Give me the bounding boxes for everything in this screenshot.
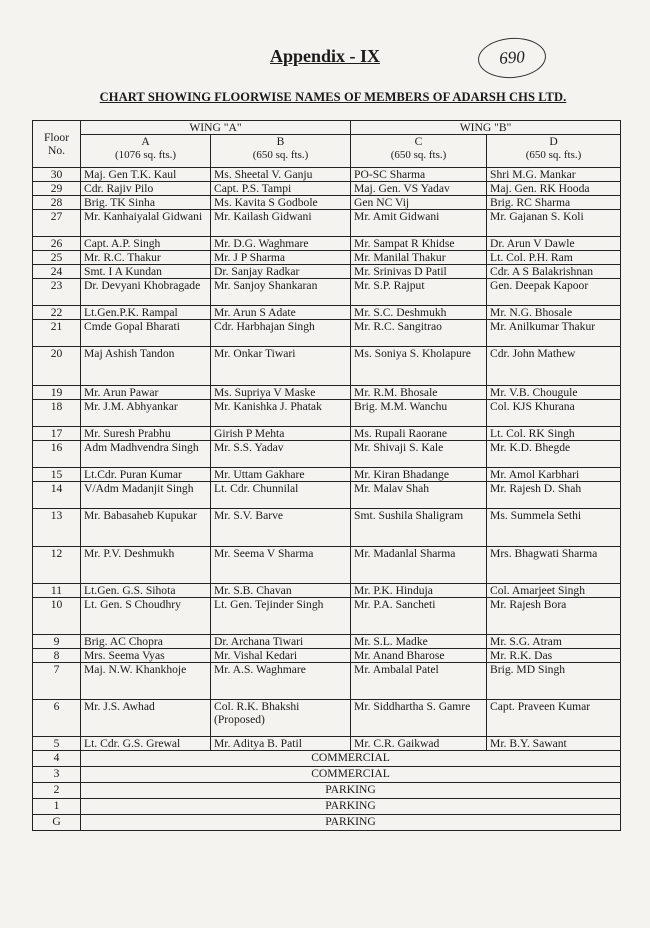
floor-number: 17	[33, 427, 81, 441]
floor-number: 5	[33, 737, 81, 751]
floor-number: 6	[33, 700, 81, 737]
table-row	[33, 279, 621, 306]
member-name-a: Capt. A.P. Singh	[81, 237, 211, 251]
member-name-a: Lt. Gen. S Choudhry	[81, 598, 211, 635]
floor-number: G	[33, 815, 81, 831]
member-name-c: Mr. Anand Bharose	[351, 649, 487, 663]
member-name-d: Mr. B.Y. Sawant	[487, 737, 621, 751]
member-name-c: Mr. Sampat R Khidse	[351, 237, 487, 251]
floor-header	[33, 121, 81, 168]
member-name-b: Ms. Kavita S Godbole	[211, 196, 351, 210]
table-row	[33, 427, 621, 441]
member-name-b: Cdr. Harbhajan Singh	[211, 320, 351, 347]
member-name-c: Mr. S.L. Madke	[351, 635, 487, 649]
column-c-label: C	[414, 135, 423, 148]
wing-a-header: WING "A"	[81, 121, 351, 135]
table-row	[33, 400, 621, 427]
floor-number: 4	[33, 751, 81, 767]
member-name-a: Cmde Gopal Bharati	[81, 320, 211, 347]
member-name-d: Mr. Anilkumar Thakur	[487, 320, 621, 347]
floor-number: 24	[33, 265, 81, 279]
floor-usage-label: COMMERCIAL	[81, 767, 621, 783]
member-name-c: Mr. Shivaji S. Kale	[351, 441, 487, 468]
member-name-d: Cdr. A S Balakrishnan	[487, 265, 621, 279]
member-name-a: Smt. I A Kundan	[81, 265, 211, 279]
member-name-c: Ms. Rupali Raorane	[351, 427, 487, 441]
member-name-a: Maj. N.W. Khankhoje	[81, 663, 211, 700]
floor-number: 14	[33, 482, 81, 509]
member-name-d: Mr. N.G. Bhosale	[487, 306, 621, 320]
member-name-a: Maj Ashish Tandon	[81, 347, 211, 386]
floor-number: 11	[33, 584, 81, 598]
member-name-c: Mr. P.A. Sancheti	[351, 598, 487, 635]
member-name-b: Lt. Cdr. Chunnilal	[211, 482, 351, 509]
member-name-c: Mr. P.K. Hinduja	[351, 584, 487, 598]
table-row	[33, 509, 621, 547]
floor-number: 1	[33, 799, 81, 815]
table-row	[33, 182, 621, 196]
member-name-a: Mr. J.S. Awhad	[81, 700, 211, 737]
member-name-c: Gen NC Vij	[351, 196, 487, 210]
table-row	[33, 767, 621, 783]
member-name-c: Mr. R.C. Sangitrao	[351, 320, 487, 347]
member-name-c: Mr. Amit Gidwani	[351, 210, 487, 237]
column-d-size: (650 sq. fts.)	[525, 149, 582, 161]
member-name-a: Mr. Kanhaiyalal Gidwani	[81, 210, 211, 237]
table-row	[33, 598, 621, 635]
member-name-d: Shri M.G. Mankar	[487, 168, 621, 182]
member-name-b: Mr. Onkar Tiwari	[211, 347, 351, 386]
column-b-header	[211, 135, 351, 168]
member-name-d: Mr. V.B. Chougule	[487, 386, 621, 400]
table-row	[33, 584, 621, 598]
member-name-a: Mr. Arun Pawar	[81, 386, 211, 400]
floor-number: 13	[33, 509, 81, 547]
floor-number: 9	[33, 635, 81, 649]
member-name-b: Mr. Sanjoy Shankaran	[211, 279, 351, 306]
table-row	[33, 635, 621, 649]
table-row	[33, 320, 621, 347]
member-name-a: Maj. Gen T.K. Kaul	[81, 168, 211, 182]
table-row	[33, 265, 621, 279]
table-row	[33, 251, 621, 265]
table-row	[33, 482, 621, 509]
member-name-a: Lt. Cdr. G.S. Grewal	[81, 737, 211, 751]
floor-header-line2: No.	[47, 144, 66, 157]
floor-number: 29	[33, 182, 81, 196]
floor-usage-label: PARKING	[81, 783, 621, 799]
member-name-c: Mr. Manilal Thakur	[351, 251, 487, 265]
member-name-c: Brig. M.M. Wanchu	[351, 400, 487, 427]
member-name-b: Mr. Uttam Gakhare	[211, 468, 351, 482]
member-name-b: Mr. S.V. Barve	[211, 509, 351, 547]
table-row	[33, 210, 621, 237]
floor-number: 20	[33, 347, 81, 386]
floor-number: 19	[33, 386, 81, 400]
member-name-a: Mr. J.M. Abhyankar	[81, 400, 211, 427]
table-row	[33, 751, 621, 767]
member-name-d: Lt. Col. RK Singh	[487, 427, 621, 441]
member-name-b: Col. R.K. Bhakshi (Proposed)	[211, 700, 351, 737]
member-name-b: Dr. Archana Tiwari	[211, 635, 351, 649]
member-name-b: Mr. S.S. Yadav	[211, 441, 351, 468]
member-name-d: Dr. Arun V Dawle	[487, 237, 621, 251]
column-d-label: D	[549, 135, 558, 148]
table-row	[33, 196, 621, 210]
member-name-d: Mr. Amol Karbhari	[487, 468, 621, 482]
table-row	[33, 547, 621, 584]
floor-number: 16	[33, 441, 81, 468]
floor-usage-label: PARKING	[81, 799, 621, 815]
floor-number: 10	[33, 598, 81, 635]
column-a-size: (1076 sq. fts.)	[114, 149, 177, 161]
member-name-d: Mrs. Bhagwati Sharma	[487, 547, 621, 584]
member-name-b: Mr. Kailash Gidwani	[211, 210, 351, 237]
column-a-header	[81, 135, 211, 168]
column-a-label: A	[141, 135, 150, 148]
member-name-d: Col. Amarjeet Singh	[487, 584, 621, 598]
floor-number: 22	[33, 306, 81, 320]
column-b-label: B	[276, 135, 285, 148]
table-row	[33, 799, 621, 815]
member-name-b: Mr. Aditya B. Patil	[211, 737, 351, 751]
chart-subtitle: CHART SHOWING FLOORWISE NAMES OF MEMBERS OF ADARSH CHS LTD.	[99, 90, 567, 104]
floor-number: 15	[33, 468, 81, 482]
member-name-b: Ms. Supriya V Maske	[211, 386, 351, 400]
member-name-d: Maj. Gen. RK Hooda	[487, 182, 621, 196]
member-name-c: Mr. S.C. Deshmukh	[351, 306, 487, 320]
member-name-a: Mr. P.V. Deshmukh	[81, 547, 211, 584]
member-name-c: Smt. Sushila Shaligram	[351, 509, 487, 547]
floor-number: 23	[33, 279, 81, 306]
table-row	[33, 441, 621, 468]
member-name-a: Dr. Devyani Khobragade	[81, 279, 211, 306]
wing-b-header: WING "B"	[351, 121, 621, 135]
member-name-c: Maj. Gen. VS Yadav	[351, 182, 487, 196]
member-name-b: Lt. Gen. Tejinder Singh	[211, 598, 351, 635]
member-name-a: Cdr. Rajiv Pilo	[81, 182, 211, 196]
member-name-a: Mr. R.C. Thakur	[81, 251, 211, 265]
table-row	[33, 737, 621, 751]
member-name-d: Brig. MD Singh	[487, 663, 621, 700]
floor-number: 12	[33, 547, 81, 584]
table-row	[33, 306, 621, 320]
floor-header-line1: Floor	[43, 131, 70, 144]
member-name-b: Ms. Sheetal V. Ganju	[211, 168, 351, 182]
member-name-b: Girish P Mehta	[211, 427, 351, 441]
member-name-d: Mr. R.K. Das	[487, 649, 621, 663]
table-row	[33, 783, 621, 799]
member-name-c: PO-SC Sharma	[351, 168, 487, 182]
table-row	[33, 168, 621, 182]
member-name-d: Mr. S.G. Atram	[487, 635, 621, 649]
column-c-header	[351, 135, 487, 168]
floor-number: 8	[33, 649, 81, 663]
floor-number: 18	[33, 400, 81, 427]
table-row	[33, 237, 621, 251]
member-name-d: Cdr. John Mathew	[487, 347, 621, 386]
floor-usage-label: PARKING	[81, 815, 621, 831]
member-name-c: Mr. C.R. Gaikwad	[351, 737, 487, 751]
members-table	[32, 120, 621, 831]
column-d-header	[487, 135, 621, 168]
members-table-body	[33, 168, 621, 831]
member-name-b: Dr. Sanjay Radkar	[211, 265, 351, 279]
member-name-d: Capt. Praveen Kumar	[487, 700, 621, 737]
member-name-a: Mr. Babasaheb Kupukar	[81, 509, 211, 547]
floor-number: 28	[33, 196, 81, 210]
member-name-b: Mr. J P Sharma	[211, 251, 351, 265]
member-name-d: Ms. Summela Sethi	[487, 509, 621, 547]
floor-number: 25	[33, 251, 81, 265]
member-name-a: Mrs. Seema Vyas	[81, 649, 211, 663]
floor-usage-label: COMMERCIAL	[81, 751, 621, 767]
floor-number: 21	[33, 320, 81, 347]
member-name-b: Capt. P.S. Tampi	[211, 182, 351, 196]
column-c-size: (650 sq. fts.)	[390, 149, 447, 161]
member-name-a: Lt.Gen. G.S. Sihota	[81, 584, 211, 598]
floor-number: 27	[33, 210, 81, 237]
member-name-d: Col. KJS Khurana	[487, 400, 621, 427]
member-name-c: Mr. S.P. Rajput	[351, 279, 487, 306]
member-name-c: Mr. Malav Shah	[351, 482, 487, 509]
member-name-b: Mr. Kanishka J. Phatak	[211, 400, 351, 427]
member-name-d: Mr. Rajesh D. Shah	[487, 482, 621, 509]
table-row	[33, 347, 621, 386]
member-name-b: Mr. Vishal Kedari	[211, 649, 351, 663]
table-row	[33, 649, 621, 663]
member-name-d: Brig. RC Sharma	[487, 196, 621, 210]
member-name-c: Mr. Kiran Bhadange	[351, 468, 487, 482]
member-name-a: Adm Madhvendra Singh	[81, 441, 211, 468]
member-name-a: Lt.Gen.P.K. Rampal	[81, 306, 211, 320]
member-name-a: Lt.Cdr. Puran Kumar	[81, 468, 211, 482]
page-title: Appendix - IX	[269, 46, 381, 66]
member-name-c: Mr. R.M. Bhosale	[351, 386, 487, 400]
member-name-d: Mr. Gajanan S. Koli	[487, 210, 621, 237]
floor-number: 30	[33, 168, 81, 182]
table-row	[33, 468, 621, 482]
table-row	[33, 700, 621, 737]
member-name-c: Mr. Srinivas D Patil	[351, 265, 487, 279]
member-name-b: Mr. A.S. Waghmare	[211, 663, 351, 700]
member-name-d: Gen. Deepak Kapoor	[487, 279, 621, 306]
table-row	[33, 663, 621, 700]
page-number-stamp: 690	[477, 36, 548, 81]
member-name-b: Mr. Seema V Sharma	[211, 547, 351, 584]
table-row	[33, 386, 621, 400]
member-name-a: Brig. AC Chopra	[81, 635, 211, 649]
member-name-c: Ms. Soniya S. Kholapure	[351, 347, 487, 386]
member-name-d: Lt. Col. P.H. Ram	[487, 251, 621, 265]
table-row	[33, 815, 621, 831]
member-name-b: Mr. S.B. Chavan	[211, 584, 351, 598]
member-name-c: Mr. Siddhartha S. Gamre	[351, 700, 487, 737]
floor-number: 3	[33, 767, 81, 783]
member-name-b: Mr. Arun S Adate	[211, 306, 351, 320]
member-name-d: Mr. K.D. Bhegde	[487, 441, 621, 468]
floor-number: 26	[33, 237, 81, 251]
column-b-size: (650 sq. fts.)	[252, 149, 309, 161]
member-name-a: Mr. Suresh Prabhu	[81, 427, 211, 441]
member-name-c: Mr. Ambalal Patel	[351, 663, 487, 700]
member-name-a: V/Adm Madanjit Singh	[81, 482, 211, 509]
member-name-a: Brig. TK Sinha	[81, 196, 211, 210]
member-name-d: Mr. Rajesh Bora	[487, 598, 621, 635]
member-name-c: Mr. Madanlal Sharma	[351, 547, 487, 584]
floor-number: 2	[33, 783, 81, 799]
floor-number: 7	[33, 663, 81, 700]
member-name-b: Mr. D.G. Waghmare	[211, 237, 351, 251]
